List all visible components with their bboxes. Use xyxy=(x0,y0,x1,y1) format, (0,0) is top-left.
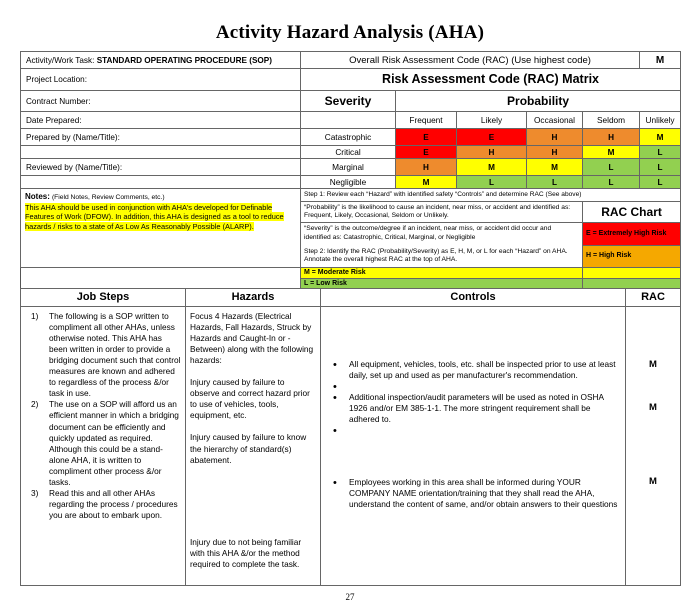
column-header-job-steps: Job Steps xyxy=(21,289,186,307)
header-block xyxy=(20,51,681,289)
rac-value-2: M xyxy=(649,401,657,413)
matrix-cell-critical-unlikely: L xyxy=(640,146,681,159)
severity-row-marginal: Marginal xyxy=(301,159,396,176)
matrix-cell-marginal-occasional: M xyxy=(527,159,583,176)
matrix-cell-critical-seldom: M xyxy=(583,146,640,159)
matrix-cell-marginal-frequent: H xyxy=(396,159,457,176)
rac-spacer-top xyxy=(630,311,676,359)
matrix-cell-marginal-unlikely: L xyxy=(640,159,681,176)
prob-col-likely: Likely xyxy=(457,112,527,129)
severity-row-catastrophic: Catastrophic xyxy=(301,129,396,146)
rac-chart-title: RAC Chart xyxy=(583,201,681,223)
field-reviewed-by[interactable]: Reviewed by (Name/Title): xyxy=(21,159,301,176)
list-item: Read this and all other AHAs regarding the process / procedures you are about to embark upon. xyxy=(49,487,178,520)
header-row-legend-l xyxy=(21,278,681,289)
prob-col-frequent: Frequent xyxy=(396,112,457,129)
header-row-contract-number xyxy=(21,91,681,112)
hazard-spacer xyxy=(190,477,316,537)
field-date-prepared[interactable]: Date Prepared: xyxy=(21,112,301,129)
probability-definition: “Probability” is the likelihood to cause an incident, near miss, or accident and identified as: Frequent, Likely, Occasional, Seldom or Unlikely. xyxy=(301,201,583,223)
matrix-cell-marginal-likely: M xyxy=(457,159,527,176)
overall-rac-value[interactable]: M xyxy=(640,52,681,69)
main-analysis-table xyxy=(20,288,681,585)
matrix-cell-marginal-seldom: L xyxy=(583,159,640,176)
severity-header: Severity xyxy=(301,91,396,112)
hazard-hierarchy: Injury caused by failure to know the hierarchy of standard(s) abatement. xyxy=(190,432,307,465)
rac-legend-moderate: M = Moderate Risk xyxy=(301,267,583,278)
notes-cell[interactable] xyxy=(21,189,301,268)
matrix-cell-catastrophic-seldom: H xyxy=(583,129,640,146)
controls-gap-big xyxy=(325,425,621,477)
notes-label: Notes: xyxy=(25,192,50,201)
list-item: The use on a SOP will afford us an efficient manner in which a bridging document can be efficiently and quickly updated as required. Although this could be a stand-alone AHA, it is written to compliment other process &/or tasks. xyxy=(49,399,179,487)
job-steps-cell[interactable] xyxy=(21,307,186,585)
rac-column-cell[interactable] xyxy=(626,307,681,585)
field-reviewed-by-value[interactable] xyxy=(21,176,301,189)
field-activity-work-task[interactable] xyxy=(21,52,301,69)
overall-rac-label: Overall Risk Assessment Code (RAC) (Use highest code) xyxy=(301,52,640,69)
rac-spacer-low xyxy=(630,414,676,476)
rac-value-1: M xyxy=(649,359,657,371)
matrix-cell-negligible-occasional: L xyxy=(527,176,583,189)
matrix-cell-catastrophic-likely: E xyxy=(457,129,527,146)
matrix-cell-catastrophic-occasional: H xyxy=(527,129,583,146)
notes-highlighted-text: This AHA should be used in conjunction with AHA's developed for Definable Features of Work (DFOW). In addition, this AHA is designed as a tool to reduce hazards / risks to a state of As Low As Reasonably Possible (ALARP). xyxy=(25,202,284,231)
hazards-cell[interactable] xyxy=(186,307,321,585)
controls-gap xyxy=(325,381,621,392)
header-row-project-location xyxy=(21,69,681,91)
rac-legend-extremely-high: E = Extremely High Risk xyxy=(583,223,681,245)
matrix-cell-negligible-unlikely: L xyxy=(640,176,681,189)
prob-col-seldom: Seldom xyxy=(583,112,640,129)
matrix-cell-critical-occasional: H xyxy=(527,146,583,159)
rac-legend-low-ext xyxy=(583,278,681,289)
field-label: Activity/Work Task: xyxy=(26,55,95,65)
field-value: STANDARD OPERATING PROCEDURE (SOP) xyxy=(96,55,272,65)
notes-sublabel: (Field Notes, Review Comments, etc.) xyxy=(51,194,165,201)
header-row-notes-top xyxy=(21,189,681,202)
list-item: • All equipment, vehicles, tools, etc. shall be inspected prior to use at least daily, set up and used as per manufacturer's recommendation. xyxy=(325,359,621,381)
header-row-date-prepared xyxy=(21,112,681,129)
list-item: • Additional inspection/audit parameters will be used as noted in OSHA 1926 and/or EM 385-1-1. The more stringent requirement shall be adhered to. xyxy=(325,392,621,425)
header-row-reviewed-by xyxy=(21,159,681,176)
list-item: The following is a SOP written to compliment all other AHAs, unless otherwise noted. This AHA has been written in order to provide a bridging document such that control measures are known and adhered to regardless of the process &/or task in use. xyxy=(49,311,181,399)
main-table-header-row xyxy=(21,289,681,307)
rac-matrix-title: Risk Assessment Code (RAC) Matrix xyxy=(301,69,681,91)
controls-cell[interactable] xyxy=(321,307,626,585)
job-steps-list xyxy=(25,311,181,521)
severity-definition-and-step2 xyxy=(301,223,583,268)
matrix-cell-negligible-seldom: L xyxy=(583,176,640,189)
matrix-cell-critical-likely: H xyxy=(457,146,527,159)
field-contract-number[interactable]: Contract Number: xyxy=(21,91,301,112)
page-number: 27 xyxy=(345,591,355,602)
matrix-corner-blank xyxy=(301,112,396,129)
column-header-rac: RAC xyxy=(626,289,681,307)
header-row-legend-m xyxy=(21,267,681,278)
rac-legend-moderate-ext xyxy=(583,267,681,278)
rac-value-3: M xyxy=(649,476,657,488)
instruction-step1: Step 1: Review each “Hazard” with identified safety “Controls” and determine RAC (See above) xyxy=(301,189,681,202)
instruction-step2: Step 2: Identify the RAC (Probability/Severity) as E, H, M, or L for each “Hazard” on AHA. Annotate the overall highest RAC at the top of AHA. xyxy=(304,248,568,264)
hazard-focus4: Focus 4 Hazards (Electrical Hazards, Fall Hazards, Struck by Hazards and Caught-In or -Between) along with the following hazards: xyxy=(190,311,314,366)
probability-header: Probability xyxy=(396,91,681,112)
matrix-cell-critical-frequent: E xyxy=(396,146,457,159)
table-row xyxy=(21,307,681,585)
prob-col-unlikely: Unlikely xyxy=(640,112,681,129)
matrix-cell-catastrophic-frequent: E xyxy=(396,129,457,146)
severity-row-critical: Critical xyxy=(301,146,396,159)
field-prepared-by-value[interactable] xyxy=(21,146,301,159)
prob-col-occasional: Occasional xyxy=(527,112,583,129)
severity-row-negligible: Negligible xyxy=(301,176,396,189)
rac-legend-low: L = Low Risk xyxy=(301,278,583,289)
column-header-hazards: Hazards xyxy=(186,289,321,307)
header-row-activity xyxy=(21,52,681,69)
field-prepared-by[interactable]: Prepared by (Name/Title): xyxy=(21,129,301,146)
severity-definition: “Severity” is the outcome/degree if an incident, near miss, or accident did occur and identified as: Catastrophic, Critical, Marginal, or Negligible xyxy=(304,225,552,241)
matrix-cell-negligible-frequent: M xyxy=(396,176,457,189)
header-row-reviewed-by-blank xyxy=(21,176,681,189)
header-row-prepared-by-blank xyxy=(21,146,681,159)
controls-spacer-top xyxy=(325,311,621,359)
field-project-location[interactable]: Project Location: xyxy=(21,69,301,91)
page-title: Activity Hazard Analysis (AHA) xyxy=(215,22,485,43)
matrix-cell-negligible-likely: L xyxy=(457,176,527,189)
header-row-prepared-by xyxy=(21,129,681,146)
controls-list xyxy=(325,359,621,510)
rac-spacer-mid xyxy=(630,372,676,402)
column-header-controls: Controls xyxy=(321,289,626,307)
list-item: • Employees working in this area shall be informed during YOUR COMPANY NAME orientation/training that they shall read the AHA, understand the content of same, and/or obtain answers to their questions xyxy=(325,477,621,510)
hazard-familiarity: Injury due to not being familiar with this AHA &/or the method required to complete the task. xyxy=(190,536,302,569)
hazard-inspection: Injury caused by failure to observe and correct hazard prior to use of vehicles, tools, equipment, etc. xyxy=(190,377,310,421)
matrix-cell-catastrophic-unlikely: M xyxy=(640,129,681,146)
rac-legend-high: H = High Risk xyxy=(583,245,681,267)
